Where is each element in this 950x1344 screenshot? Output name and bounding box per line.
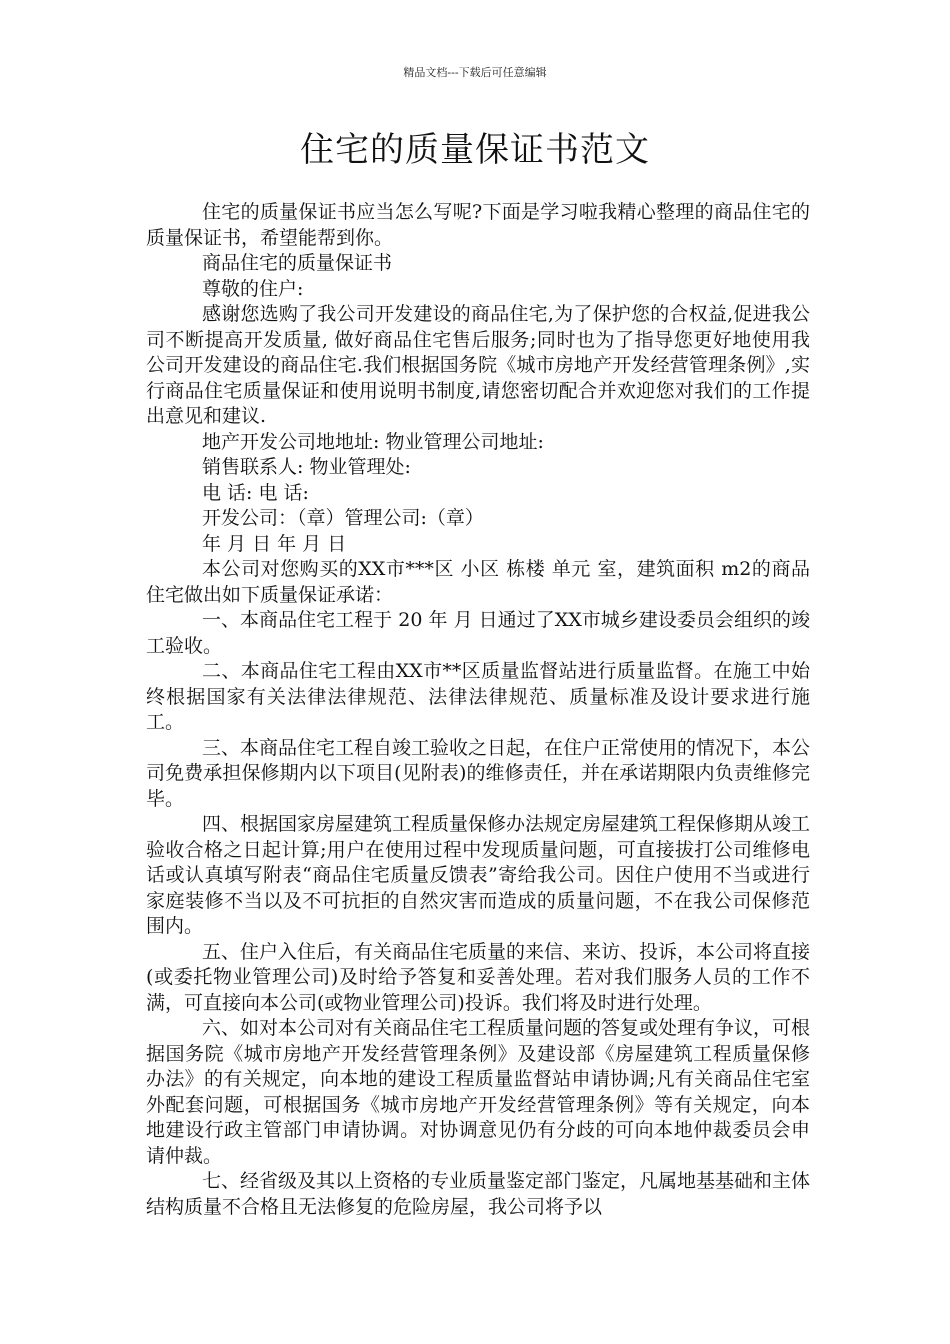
document-title: 住宅的质量保证书范文 [300, 130, 650, 170]
paragraph-salutation: 尊敬的住户: [202, 277, 304, 300]
header-note: 精品文档---下载后可任意编辑 [403, 66, 547, 79]
paragraph-item-5: 五、住户入住后，有关商品住宅质量的来信、来访、投诉，本公司将直接(或委托物业管理公司)及时给予答复和妥善处理。若对我们服务人员的工作不满，可直接向本公司(或物业管理公司)投诉。我们将及时进行处理。 [146, 940, 811, 1014]
paragraph-item-1: 一、本商品住宅工程于 20 年 月 日通过了XX市城乡建设委员会组织的竣工验收。 [146, 609, 810, 657]
paragraph-commitment: 本公司对您购买的XX市***区 小区 栋楼 单元 室，建筑面积 m2的商品住宅做出如下质量保证承诺： [146, 558, 810, 606]
paragraph-phone: 电 话: 电 话: [202, 481, 309, 504]
paragraph-intro: 住宅的质量保证书应当怎么写呢?下面是学习啦我精心整理的商品住宅的质量保证书，希望能帮到你。 [146, 201, 810, 249]
paragraph-thanks: 感谢您选购了我公司开发建设的商品住宅,为了保护您的合权益,促进我公司不断提高开发质量, 做好商品住宅售后服务;同时也为了指导您更好地使用我公司开发建设的商品住宅.我们根据国务院《城市房地产开发经营管理条例》,实行商品住宅质量保证和使用说明书制度,请您密切配合并欢迎您对我们的工作提出意见和建议. [146, 303, 810, 427]
paragraph-item-3: 三、本商品住宅工程自竣工验收之日起，在住户正常使用的情况下，本公司免费承担保修期内以下项目(见附表)的维修责任，并在承诺期限内负责维修完毕。 [146, 736, 811, 810]
paragraph-subtitle: 商品住宅的质量保证书 [202, 252, 393, 274]
paragraph-contact: 销售联系人: 物业管理处: [202, 456, 411, 478]
paragraph-item-6: 六、如对本公司对有关商品住宅工程质量问题的答复或处理有争议，可根据国务院《城市房地产开发经营管理条例》及建设部《房屋建筑工程质量保修办法》的有关规定，向本地的建设工程质量监督站申请协调;凡有关商品住宅室外配套问题，可根据国务《城市房地产开发经营管理条例》等有关规定，向本地建设行政主管部门申请协调。对协调意见仍有分歧的可向本地仲裁委员会申请仲裁。 [146, 1017, 811, 1167]
paragraph-item-2: 二、本商品住宅工程由XX市**区质量监督站进行质量监督。在施工中始终根据国家有关法律法律规范、法律法律规范、质量标准及设计要求进行施工。 [146, 660, 810, 733]
document-body [146, 200, 810, 1220]
paragraph-address: 地产开发公司地地址: 物业管理公司地址: [202, 430, 544, 453]
paragraph-item-7: 七、经省级及其以上资格的专业质量鉴定部门鉴定，凡属地基基础和主体结构质量不合格且无法修复的危险房屋，我公司将予以 [146, 1170, 811, 1218]
paragraph-seal: 开发公司：（章）管理公司:（章） [202, 507, 484, 529]
paragraph-item-4: 四、根据国家房屋建筑工程质量保修办法规定房屋建筑工程保修期从竣工验收合格之日起计算;用户在使用过程中发现质量问题，可直接拔打公司维修电话或认真填写附表“商品住宅质量反馈表”寄给我公司。因住户使用不当或进行家庭装修不当以及不可抗拒的自然灾害而造成的质量问题，不在我公司保修范围内。 [146, 813, 811, 937]
paragraph-date: 年 月 日 年 月 日 [202, 532, 347, 555]
